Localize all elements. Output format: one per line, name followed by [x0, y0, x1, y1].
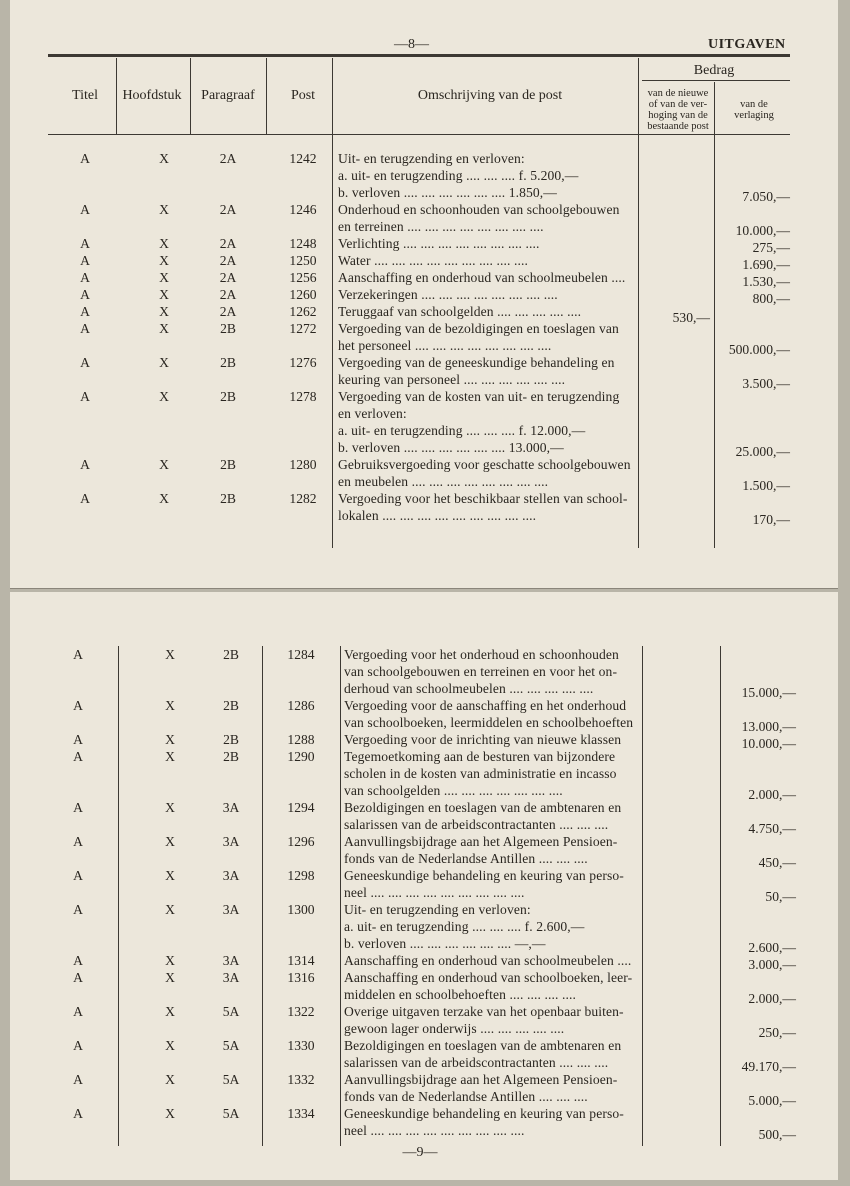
cell-paragraaf: 2A	[219, 287, 237, 302]
cell-hoofdstuk: X	[159, 389, 169, 404]
cell-paragraaf: 3A	[222, 834, 240, 849]
cell-hoofdstuk: X	[165, 1106, 175, 1121]
cell-hoofdstuk: X	[159, 321, 169, 336]
cell-verlaging-bedrag: 500.000,—	[728, 342, 790, 357]
header-nieuwe-2: of van de ver-	[648, 99, 708, 110]
cell-post: 1250	[289, 253, 317, 268]
cell-titel: A	[80, 236, 90, 251]
cell-omschrijving-line: Vergoeding van de geneeskundige behandeling en	[338, 355, 615, 370]
header-post: Post	[290, 88, 316, 103]
header-omschrijving: Omschrijving van de post	[417, 88, 563, 103]
cell-titel: A	[80, 491, 90, 506]
cell-titel: A	[73, 698, 83, 713]
col-sep-bedrag	[720, 646, 721, 1146]
cell-omschrijving-line: Vergoeding van de kosten van uit- en terugzending	[338, 389, 620, 404]
cell-post: 1248	[289, 236, 317, 251]
cell-omschrijving-line: Vergoeding voor het beschikbaar stellen van school-	[338, 491, 628, 506]
cell-omschrijving-line: lokalen .... .... .... .... .... .... .... .... ....	[338, 508, 537, 523]
cell-omschrijving-line: Verlichting .... .... .... .... .... .... .... ....	[338, 236, 540, 251]
cell-omschrijving-line: en meubelen .... .... .... .... .... .... .... ....	[338, 474, 549, 489]
cell-verlaging-bedrag: 3.500,—	[742, 376, 790, 391]
cell-titel: A	[73, 970, 83, 985]
cell-paragraaf: 2A	[219, 202, 237, 217]
cell-hoofdstuk: X	[159, 151, 169, 166]
cell-verlaging-bedrag: 7.050,—	[742, 189, 790, 204]
cell-omschrijving-line: Geneeskundige behandeling en keuring van perso-	[344, 1106, 624, 1121]
cell-hoofdstuk: X	[165, 1004, 175, 1019]
cell-paragraaf: 3A	[222, 902, 240, 917]
cell-omschrijving-line: gewoon lager onderwijs .... .... .... .... ....	[344, 1021, 565, 1036]
cell-paragraaf: 3A	[222, 800, 240, 815]
cell-titel: A	[80, 270, 90, 285]
cell-nieuwe-bedrag: 530,—	[672, 310, 710, 325]
cell-titel: A	[73, 902, 83, 917]
cell-omschrijving-line: b. verloven .... .... .... .... .... .... 13.000,—	[338, 440, 564, 455]
cell-post: 1294	[287, 800, 315, 815]
cell-titel: A	[80, 304, 90, 319]
cell-verlaging-bedrag: 5.000,—	[748, 1093, 796, 1108]
cell-titel: A	[73, 953, 83, 968]
cell-hoofdstuk: X	[165, 834, 175, 849]
cell-omschrijving-line: Aanschaffing en onderhoud van schoolboeken, leer-	[344, 970, 633, 985]
cell-paragraaf: 2B	[223, 698, 239, 713]
cell-verlaging-bedrag: 2.000,—	[748, 787, 796, 802]
cell-omschrijving-line: van schoolgelden .... .... .... .... .... .... ....	[344, 783, 563, 798]
cell-titel: A	[73, 868, 83, 883]
cell-post: 1286	[287, 698, 315, 713]
section-title: UITGAVEN	[708, 37, 786, 52]
cell-post: 1334	[287, 1106, 315, 1121]
cell-titel: A	[73, 800, 83, 815]
cell-titel: A	[73, 1106, 83, 1121]
cell-titel: A	[80, 389, 90, 404]
cell-omschrijving-line: Bezoldigingen en toeslagen van de ambtenaren en	[344, 800, 622, 815]
cell-omschrijving-line: Vergoeding voor de inrichting van nieuwe klassen	[344, 732, 622, 747]
cell-omschrijving-line: Bezoldigingen en toeslagen van de ambtenaren en	[344, 1038, 622, 1053]
cell-omschrijving-line: het personeel .... .... .... .... .... .... .... ....	[338, 338, 552, 353]
col-sep-omschrijving	[638, 58, 639, 548]
cell-omschrijving-line: salarissen van de arbeidscontractanten .... .... ....	[344, 817, 609, 832]
cell-titel: A	[80, 253, 90, 268]
cell-post: 1288	[287, 732, 315, 747]
cell-hoofdstuk: X	[159, 457, 169, 472]
cell-verlaging-bedrag: 800,—	[752, 291, 790, 306]
cell-verlaging-bedrag: 500,—	[758, 1127, 796, 1142]
cell-verlaging-bedrag: 1.690,—	[742, 257, 790, 272]
cell-paragraaf: 2A	[219, 253, 237, 268]
page-number-top: —8—	[394, 37, 429, 52]
cell-paragraaf: 5A	[222, 1038, 240, 1053]
cell-hoofdstuk: X	[165, 800, 175, 815]
cell-omschrijving-line: Aanvullingsbijdrage aan het Algemeen Pensioen-	[344, 834, 618, 849]
cell-post: 1296	[287, 834, 315, 849]
cell-hoofdstuk: X	[165, 647, 175, 662]
header-rule	[48, 54, 790, 57]
cell-verlaging-bedrag: 10.000,—	[735, 223, 790, 238]
cell-paragraaf: 3A	[222, 970, 240, 985]
cell-verlaging-bedrag: 170,—	[752, 512, 790, 527]
cell-omschrijving-line: Geneeskundige behandeling en keuring van perso-	[344, 868, 624, 883]
cell-titel: A	[80, 151, 90, 166]
header-nieuwe-4: bestaande post	[647, 121, 709, 132]
cell-paragraaf: 5A	[222, 1106, 240, 1121]
cell-titel: A	[80, 287, 90, 302]
cell-paragraaf: 2B	[220, 389, 236, 404]
cell-post: 1316	[287, 970, 315, 985]
cell-omschrijving-line: a. uit- en terugzending .... .... .... f. 2.600,—	[344, 919, 585, 934]
col-sep	[190, 58, 191, 134]
cell-verlaging-bedrag: 10.000,—	[741, 736, 796, 751]
page-number-bottom: —9—	[402, 1145, 438, 1160]
cell-verlaging-bedrag: 49.170,—	[741, 1059, 796, 1074]
cell-post: 1262	[289, 304, 317, 319]
cell-verlaging-bedrag: 1.530,—	[742, 274, 790, 289]
cell-hoofdstuk: X	[165, 698, 175, 713]
cell-omschrijving-line: van schoolgebouwen en terreinen en voor het on-	[344, 664, 618, 679]
cell-paragraaf: 2B	[220, 355, 236, 370]
cell-hoofdstuk: X	[159, 304, 169, 319]
col-sep	[262, 646, 263, 1146]
cell-post: 1284	[287, 647, 315, 662]
cell-omschrijving-line: Water .... .... .... .... .... .... .... .... ....	[338, 253, 529, 268]
cell-titel: A	[80, 355, 90, 370]
cell-hoofdstuk: X	[159, 270, 169, 285]
cell-paragraaf: 5A	[222, 1004, 240, 1019]
cell-post: 1260	[289, 287, 317, 302]
cell-verlaging-bedrag: 25.000,—	[735, 444, 790, 459]
cell-omschrijving-line: Vergoeding voor het onderhoud en schoonhouden	[344, 647, 619, 662]
cell-titel: A	[73, 834, 83, 849]
cell-verlaging-bedrag: 275,—	[752, 240, 790, 255]
cell-hoofdstuk: X	[165, 732, 175, 747]
header-titel: Titel	[72, 88, 98, 103]
cell-hoofdstuk: X	[159, 355, 169, 370]
cell-titel: A	[73, 732, 83, 747]
col-sep-bedrag	[714, 82, 715, 548]
cell-omschrijving-line: Onderhoud en schoonhouden van schoolgebouwen	[338, 202, 620, 217]
cell-omschrijving-line: b. verloven .... .... .... .... .... .... —,—	[344, 936, 546, 951]
cell-omschrijving-line: neel .... .... .... .... .... .... .... .... ....	[344, 1123, 525, 1138]
cell-omschrijving-line: en verloven:	[338, 406, 407, 421]
cell-omschrijving-line: Uit- en terugzending en verloven:	[344, 902, 531, 917]
cell-hoofdstuk: X	[165, 868, 175, 883]
cell-verlaging-bedrag: 50,—	[765, 889, 796, 904]
cell-paragraaf: 2A	[219, 304, 237, 319]
cell-hoofdstuk: X	[165, 902, 175, 917]
cell-hoofdstuk: X	[159, 202, 169, 217]
cell-titel: A	[73, 647, 83, 662]
cell-paragraaf: 2B	[223, 749, 239, 764]
cell-omschrijving-line: b. verloven .... .... .... .... .... .... 1.850,—	[338, 185, 557, 200]
cell-titel: A	[73, 749, 83, 764]
cell-omschrijving-line: Vergoeding van de bezoldigingen en toeslagen van	[338, 321, 619, 336]
cell-omschrijving-line: Aanschaffing en onderhoud van schoolmeubelen ....	[344, 953, 632, 968]
cell-omschrijving-line: keuring van personeel .... .... .... .... .... ....	[338, 372, 566, 387]
cell-omschrijving-line: middelen en schoolbehoeften .... .... .... ....	[344, 987, 576, 1002]
cell-omschrijving-line: Verzekeringen .... .... .... .... .... .... .... ....	[338, 287, 558, 302]
cell-omschrijving-line: Gebruiksvergoeding voor geschatte schoolgebouwen	[338, 457, 631, 472]
cell-omschrijving-line: a. uit- en terugzending .... .... .... f. 5.200,—	[338, 168, 579, 183]
cell-post: 1256	[289, 270, 317, 285]
cell-paragraaf: 2B	[220, 491, 236, 506]
cell-hoofdstuk: X	[159, 236, 169, 251]
cell-verlaging-bedrag: 450,—	[758, 855, 796, 870]
cell-omschrijving-line: Aanvullingsbijdrage aan het Algemeen Pensioen-	[344, 1072, 618, 1087]
cell-post: 1246	[289, 202, 317, 217]
cell-verlaging-bedrag: 4.750,—	[748, 821, 796, 836]
cell-titel: A	[73, 1038, 83, 1053]
header-bedrag: Bedrag	[693, 63, 735, 78]
cell-paragraaf: 2A	[219, 270, 237, 285]
cell-post: 1330	[287, 1038, 315, 1053]
cell-post: 1314	[287, 953, 315, 968]
cell-titel: A	[80, 202, 90, 217]
cell-omschrijving-line: Uit- en terugzending en verloven:	[338, 151, 525, 166]
header-nieuwe-3: hoging van de	[648, 110, 708, 121]
cell-paragraaf: 2B	[223, 647, 239, 662]
cell-hoofdstuk: X	[165, 749, 175, 764]
cell-post: 1276	[289, 355, 317, 370]
cell-verlaging-bedrag: 13.000,—	[741, 719, 796, 734]
cell-hoofdstuk: X	[165, 970, 175, 985]
cell-hoofdstuk: X	[159, 287, 169, 302]
cell-post: 1298	[287, 868, 315, 883]
cell-hoofdstuk: X	[165, 1038, 175, 1053]
header-bottom-rule	[48, 134, 790, 135]
cell-hoofdstuk: X	[165, 1072, 175, 1087]
cell-omschrijving-line: a. uit- en terugzending .... .... .... f. 12.000,—	[338, 423, 586, 438]
cell-titel: A	[73, 1004, 83, 1019]
cell-post: 1280	[289, 457, 317, 472]
bedrag-underline	[642, 80, 790, 81]
cell-paragraaf: 3A	[222, 868, 240, 883]
cell-post: 1242	[289, 151, 317, 166]
cell-hoofdstuk: X	[159, 253, 169, 268]
cell-omschrijving-line: Overige uitgaven terzake van het openbaar buiten-	[344, 1004, 624, 1019]
cell-paragraaf: 2A	[219, 151, 237, 166]
cell-verlaging-bedrag: 1.500,—	[742, 478, 790, 493]
cell-post: 1322	[287, 1004, 315, 1019]
cell-post: 1278	[289, 389, 317, 404]
cell-omschrijving-line: scholen in de kosten van administratie en incasso	[344, 766, 617, 781]
cell-paragraaf: 5A	[222, 1072, 240, 1087]
cell-omschrijving-line: en terreinen .... .... .... .... .... .... .... ....	[338, 219, 544, 234]
cell-paragraaf: 3A	[222, 953, 240, 968]
header-nieuwe-1: van de nieuwe	[647, 88, 709, 99]
top-page	[10, 0, 838, 589]
cell-omschrijving-line: Vergoeding voor de aanschaffing en het onderhoud	[344, 698, 627, 713]
cell-omschrijving-line: fonds van de Nederlandse Antillen .... .... ....	[344, 851, 588, 866]
header-hoofdstuk: Hoofdstuk	[122, 88, 182, 103]
cell-post: 1332	[287, 1072, 315, 1087]
cell-paragraaf: 2B	[220, 457, 236, 472]
cell-omschrijving-line: salarissen van de arbeidscontractanten .... .... ....	[344, 1055, 609, 1070]
header-verlaging-2: verlaging	[734, 110, 774, 121]
cell-paragraaf: 2B	[220, 321, 236, 336]
cell-paragraaf: 2A	[219, 236, 237, 251]
cell-post: 1282	[289, 491, 317, 506]
cell-hoofdstuk: X	[165, 953, 175, 968]
cell-omschrijving-line: derhoud van schoolmeubelen .... .... .... .... ....	[344, 681, 594, 696]
cell-titel: A	[80, 321, 90, 336]
col-sep-omschrijving	[642, 646, 643, 1146]
bottom-page	[10, 592, 838, 1180]
cell-omschrijving-line: neel .... .... .... .... .... .... .... .... ....	[344, 885, 525, 900]
cell-verlaging-bedrag: 250,—	[758, 1025, 796, 1040]
cell-verlaging-bedrag: 2.600,—	[748, 940, 796, 955]
col-sep	[116, 58, 117, 134]
cell-titel: A	[73, 1072, 83, 1087]
col-sep-post	[340, 646, 341, 1146]
cell-omschrijving-line: Tegemoetkoming aan de besturen van bijzondere	[344, 749, 616, 764]
cell-hoofdstuk: X	[159, 491, 169, 506]
header-paragraaf: Paragraaf	[201, 88, 255, 103]
cell-post: 1300	[287, 902, 315, 917]
cell-titel: A	[80, 457, 90, 472]
header-verlaging-1: van de	[740, 99, 768, 110]
cell-post: 1272	[289, 321, 317, 336]
cell-verlaging-bedrag: 3.000,—	[748, 957, 796, 972]
cell-paragraaf: 2B	[223, 732, 239, 747]
cell-omschrijving-line: Teruggaaf van schoolgelden .... .... .... .... ....	[338, 304, 582, 319]
cell-verlaging-bedrag: 15.000,—	[741, 685, 796, 700]
cell-verlaging-bedrag: 2.000,—	[748, 991, 796, 1006]
cell-omschrijving-line: van schoolboeken, leermiddelen en schoolbehoeften	[344, 715, 634, 730]
cell-omschrijving-line: Aanschaffing en onderhoud van schoolmeubelen ....	[338, 270, 626, 285]
col-sep	[266, 58, 267, 134]
cell-post: 1290	[287, 749, 315, 764]
cell-omschrijving-line: fonds van de Nederlandse Antillen .... .... ....	[344, 1089, 588, 1104]
